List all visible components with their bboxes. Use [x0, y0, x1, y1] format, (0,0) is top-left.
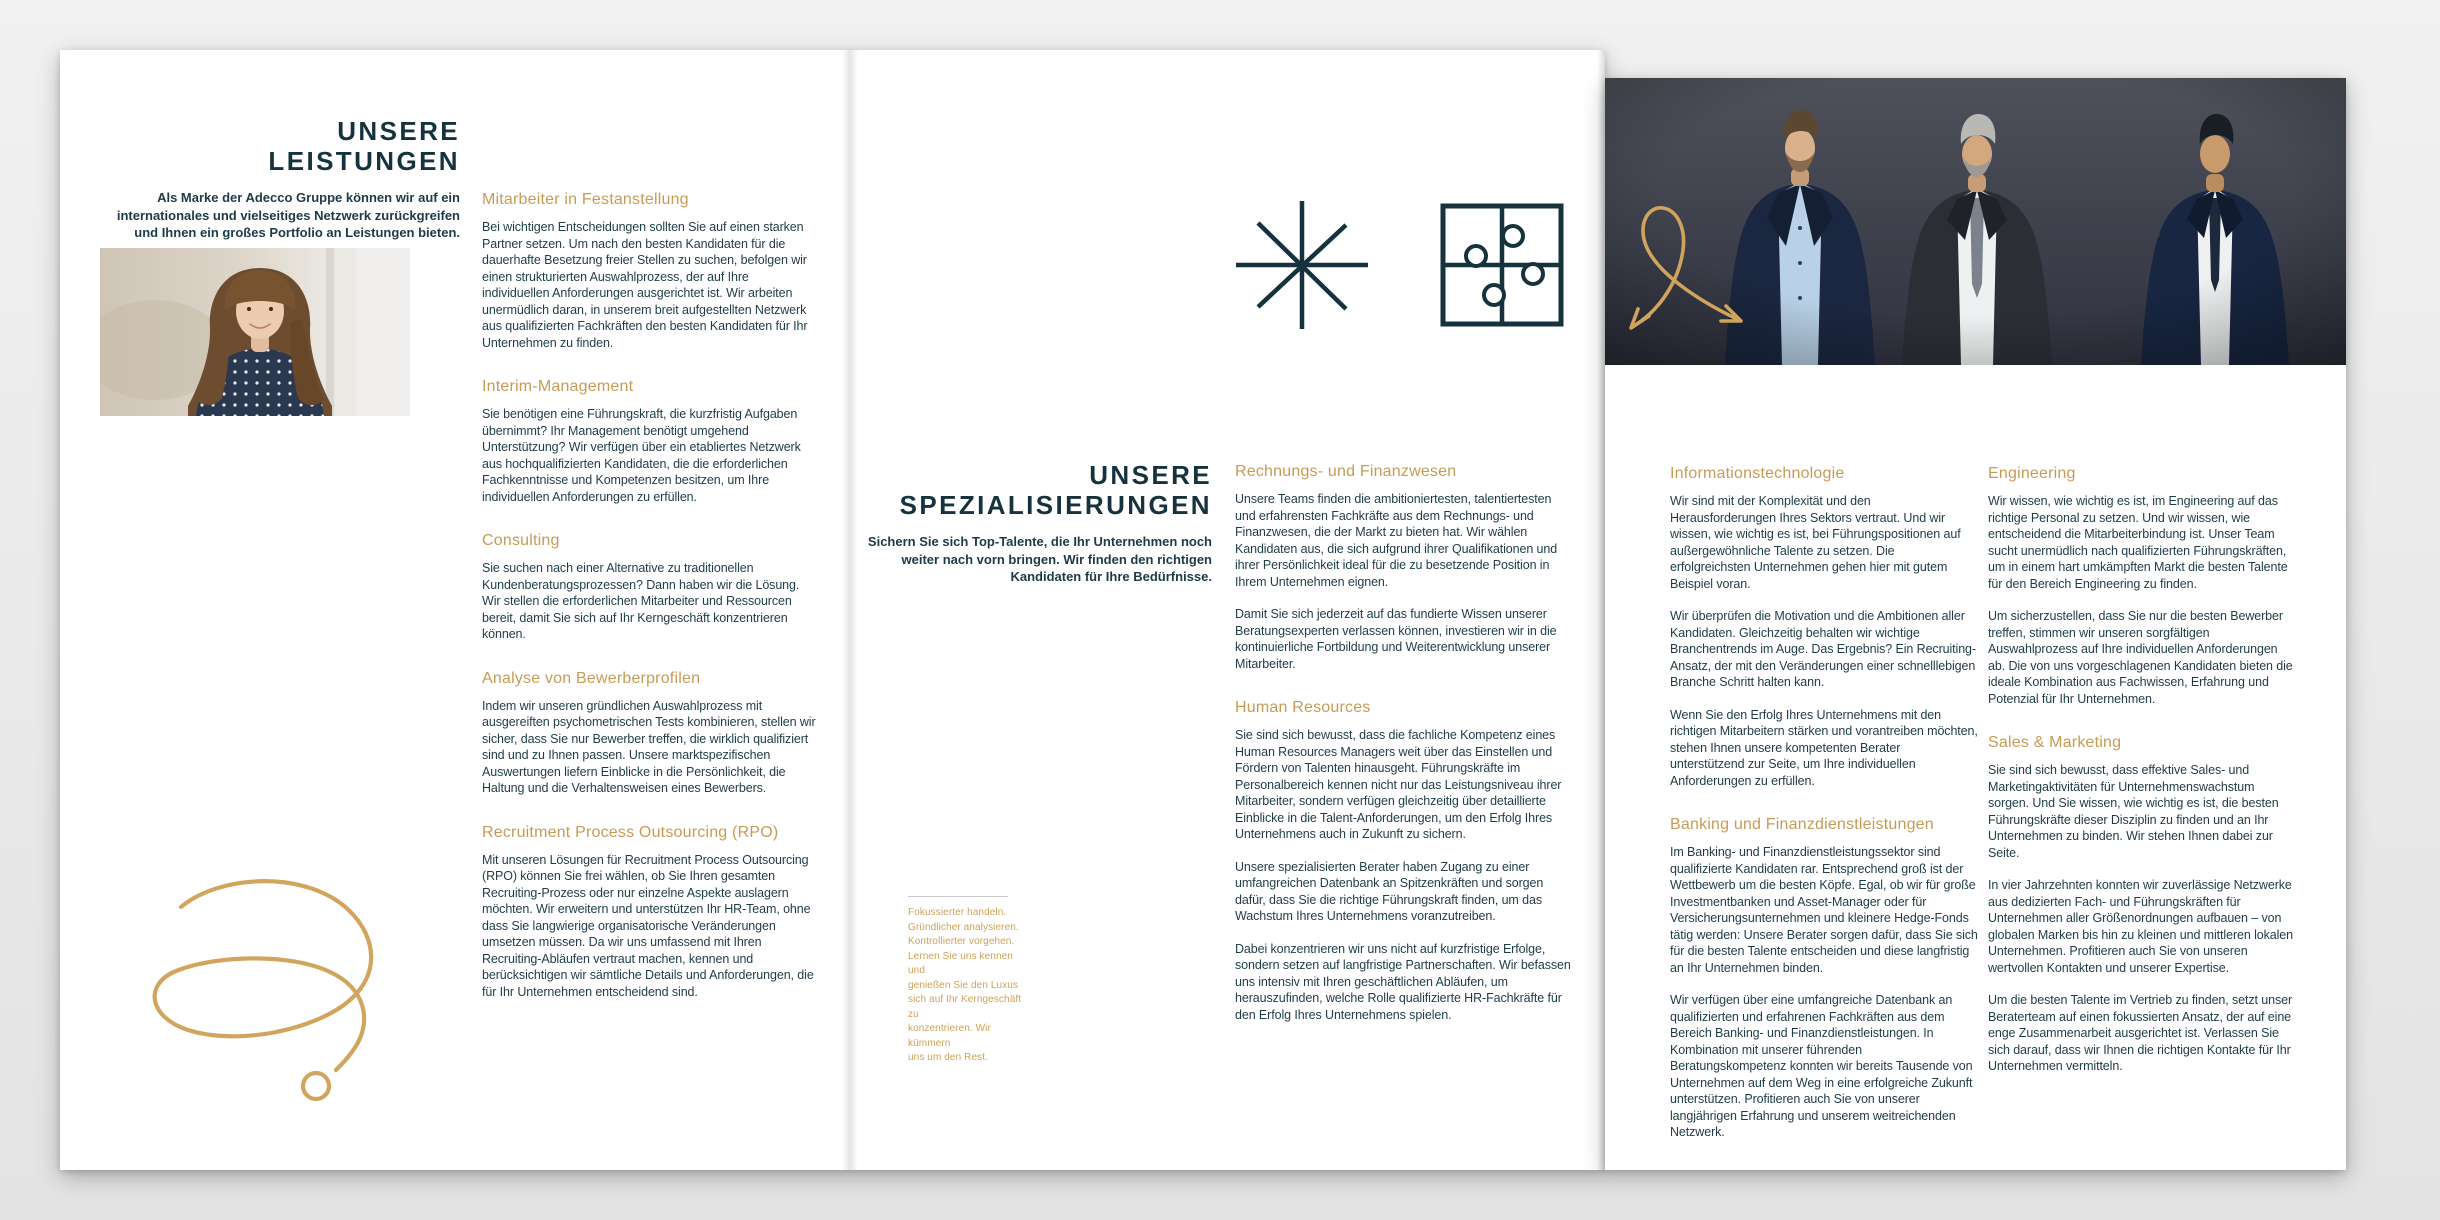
specializations-page-title — [832, 460, 1212, 520]
section-informationstechnologie — [1670, 464, 1978, 789]
section-sales-marketing — [1988, 733, 2296, 1075]
section-finanzwesen — [1235, 462, 1571, 672]
tagline-line: konzentrieren. Wir kümmern — [908, 1023, 991, 1049]
services-title-line2: LEISTUNGEN — [268, 146, 460, 177]
section-paragraph: Um die besten Talente im Vertrieb zu finden, setzt unser Beraterteam auf einen fokussierten Ansatz, der auf eine enge Zusammenarbeit ausgerichtet ist. Verlassen Sie sich darauf, dass wir Ihnen die richtigen Kontakte für Ihr Unternehmen vermitteln. — [1988, 993, 2293, 1073]
section-body: Mit unseren Lösungen für Recruitment Process Outsourcing (RPO) können Sie frei wählen, ob Sie Ihren gesamten Recruiting-Prozess oder nur einzelne Aspekte auslagern möchten. Wir erweitern und unterstützen Ihr HR-Team, ohne dass Sie langwierige organisatorische Veränderungen umsetzen müssen. Da wir uns umfassend mit Ihren Recruiting-Abläufen vertraut machen, kennen und berücksichtigen wir sämtliche Details und Anforderungen, die für Ihr Unternehmen entscheidend sind. — [482, 852, 814, 999]
section-consulting — [482, 531, 818, 643]
section-engineering — [1988, 464, 2296, 707]
woman-portrait-photo — [100, 248, 410, 416]
tagline-divider — [908, 896, 1008, 897]
services-column — [482, 190, 818, 1026]
section-paragraph: Dabei konzentrieren wir uns nicht auf kurzfristige Erfolge, sondern setzen auf langfristige Partnerschaften. Wir befassen uns intensiv mit Ihren geschäftlichen Abläufen, um herauszufinden, welche Rolle qualifizierte HR-Fachkräfte für den Erfolg Ihres Unternehmens spielen. — [1235, 941, 1571, 1022]
section-banking-finanzdienstleistungen — [1670, 815, 1978, 1141]
tagline-line: uns um den Rest. — [908, 1052, 988, 1063]
tagline-line: genießen Sie den Luxus — [908, 979, 1019, 991]
section-festanstellung — [482, 190, 818, 351]
section-paragraph: Wenn Sie den Erfolg Ihres Unternehmens mit den richtigen Mitarbeitern stärken und vorantreiben möchten, stehen Ihnen unsere kompetenten Berater unterstützend zur Seite, um Ihre individuellen Anforderungen zu erfüllen. — [1670, 707, 1978, 788]
section-heading: Informationstechnologie — [1670, 465, 1845, 482]
specializations-intro-text: Sichern Sie sich Top-Talente, die Ihr Unternehmen noch weiter nach vorn bringen. Wir finden den richtigen Kandidaten für Ihre Bedürfnisse. — [867, 534, 1212, 585]
section-human-resources — [1235, 698, 1571, 1023]
section-paragraph: Wir überprüfen die Motivation und die Ambitionen aller Kandidaten. Gleichzeitig behalten wir wichtige Branchentrends im Auge. Das Ergebnis? Ein Recruiting-Ansatz, der mit den Veränderungen einer schnelllebigen Branche Schritt halten kann. — [1670, 609, 1976, 689]
businessmen-group-photo — [1605, 78, 2346, 365]
brochure-left-middle-pages — [60, 50, 1605, 1170]
specializations-title-line1: UNSERE — [1089, 460, 1212, 490]
section-heading: Analyse von Bewerberprofilen — [482, 669, 701, 687]
section-paragraph: Im Banking- und Finanzdienstleistungssektor sind qualifizierte Kandidaten rar. Entsprechend groß ist der Wettbewerb um die besten Köpfe. Egal, ob wir für große Investmentbanken und Asset-Manager oder für Versicherungsunternehmen und kleinere Hedge-Fonds tätig werden: Unsere Berater sorgen dafür, dass Sie sich für die besten Talente entscheiden und diese langfristig an Ihr Unternehmen binden. — [1670, 845, 1978, 975]
tagline-block — [908, 896, 1030, 1066]
section-paragraph: Unsere Teams finden die ambitioniertesten, talentiertesten und erfahrensten Fachkräfte aus dem Rechnungs- und Finanzwesen, die der Markt zu bieten hat. Wir wählen Kandidaten aus, die sich aufgrund ihrer Qualifikationen und ihrer Persönlichkeit ideal für die zu besetzende Position in Ihrem Unternehmen eignen. — [1235, 492, 1558, 589]
section-paragraph: Wir sind mit der Komplexität und den Herausforderungen Ihres Sektors vertraut. Und wir wissen, wie wichtig es ist, bei Führungspositionen auf außergewöhnliche Talente zu setzen. Die erfolgreichsten Unternehmen gehen hier mit gutem Beispiel voran. — [1670, 494, 1961, 591]
section-heading: Human Resources — [1235, 699, 1371, 716]
services-page-title — [100, 116, 460, 176]
right-column-2 — [1988, 464, 2296, 1101]
page-fold-shadow — [842, 50, 858, 1170]
tagline-line: Lernen Sie uns kennen und — [908, 950, 1013, 976]
section-body: Indem wir unseren gründlichen Auswahlprozess mit ausgereiften psychometrischen Tests kombinieren, stellen wir sicher, dass Sie nur Bewerber treffen, die wirklich qualifiziert sind und zu Ihnen passen. Unsere marktspezifischen Auswertungen liefern Einblicke in die Persönlichkeit, die Haltung und die Verhaltensweisen eines Bewerbers. — [482, 698, 816, 795]
section-paragraph: Wir verfügen über eine umfangreiche Datenbank an qualifizierten und erfahrenen Fachkräften aus dem Bereich Banking- und Finanzdienstleistungen. In Kombination mit unserer führenden Beratungskompetenz konnten wir bereits Tausende von Unternehmen auf dem Weg in eine erfolgreiche Zukunft unterstützen. Profitieren auch Sie von unserer langjährigen Erfahrung und unserem weitreichenden Netzwerk. — [1670, 993, 1973, 1139]
section-paragraph: Damit Sie sich jederzeit auf das fundierte Wissen unserer Beratungsexperten verlassen können, investieren wir in die kontinuierliche Fortbildung und Weiterentwicklung unserer Mitarbeiter. — [1235, 607, 1557, 671]
brochure-right-page — [1605, 78, 2346, 1170]
section-heading: Recruitment Process Outsourcing (RPO) — [482, 823, 779, 841]
specializations-title-line2: SPEZIALISIERUNGEN — [899, 490, 1212, 521]
section-heading: Sales & Marketing — [1988, 734, 2122, 751]
section-paragraph: In vier Jahrzehnten konnten wir zuverlässige Netzwerke aus dedizierten Fach- und Führungskräften für Unternehmen aller Größenordnungen aufbauen – von globalen Marken bis hin zu kleinen und mittleren lokalen Unternehmen. Profitieren auch Sie von unseren wertvollen Kontakten und unserer Expertise. — [1988, 878, 2294, 975]
section-body: Sie suchen nach einer Alternative zu traditionellen Kundenberatungsprozessen? Dann haben wir die Lösung. Wir stellen die erforderlichen Mitarbeiter und Ressourcen bereit, damit Sie sich auf Ihr Kerngeschäft konzentrieren können. — [482, 561, 800, 641]
page-fold-shadow — [1597, 50, 1605, 1170]
section-body: Sie benötigen eine Führungskraft, die kurzfristig Aufgaben übernimmt? Ihr Management benötigt umgehend Unterstützung? Wir verfügen über ein etabliertes Netzwerk aus hochqualifizierten Kandidaten, die die erforderlichen Fachkenntnisse und Kompetenzen besitzen, um Ihre individuellen Anforderungen zu erfüllen. — [482, 407, 801, 504]
right-column-1 — [1670, 464, 1978, 1167]
gold-swirl-decoration-icon — [118, 850, 423, 1140]
services-intro-text: Als Marke der Adecco Gruppe können wir auf ein internationales und vielseitiges Netzwerk zurückgreifen und Ihnen ein großes Portfolio an Leistungen bieten. — [116, 190, 460, 241]
tagline-line: Gründlicher analysieren. — [908, 921, 1019, 933]
services-title-block — [100, 116, 460, 242]
tagline-line: Kontrollierter vorgehen. — [908, 936, 1015, 947]
section-rpo — [482, 823, 818, 1001]
specializations-column — [1235, 462, 1571, 1049]
specializations-title-block — [832, 460, 1212, 586]
section-heading: Interim-Management — [482, 378, 634, 395]
puzzle-grid-icon — [1440, 203, 1564, 327]
section-heading: Consulting — [482, 532, 560, 549]
tagline-line: sich auf Ihr Kerngeschäft zu — [908, 994, 1022, 1020]
tagline-line: Fokussierter handeln. — [908, 907, 1007, 918]
section-heading: Banking und Finanzdienstleistungen — [1670, 816, 1934, 833]
asterisk-star-icon — [1233, 197, 1371, 333]
section-paragraph: Sie sind sich bewusst, dass effektive Sales- und Marketingaktivitäten für Unternehmenswachstum sorgen. Und Sie wissen, wie wichtig es ist, die besten Führungskräfte dieser Disziplin zu finden und an Ihr Unternehmen zu binden. Wir stehen Ihnen dabei zur Seite. — [1988, 763, 2279, 860]
section-paragraph: Sie sind sich bewusst, dass die fachliche Kompetenz eines Human Resources Managers weit über das Einstellen und Fördern von Talenten hinausgeht. Führungskräfte im Personalbereich kennen nicht nur das Leistungsniveau ihrer Mitarbeiter, sondern verfügen gleichzeitig über detaillierte Einblicke in die Talent-Anforderungen, um den Erfolg Ihres Unternehmens auch in Zukunft zu sichern. — [1235, 728, 1562, 841]
section-paragraph: Wir wissen, wie wichtig es ist, im Engineering auf das richtige Personal zu setzen. Und wir wissen, wie entscheidend die Mitarbeiterbindung ist. Unser Team sucht unermüdlich nach qualifizierten Führungskräften, um in einem hart umkämpften Markt die besten Talente für den Bereich Engineering zu finden. — [1988, 494, 2288, 591]
section-interim-management — [482, 377, 818, 505]
section-heading: Engineering — [1988, 465, 2076, 482]
services-title-line1: UNSERE — [337, 116, 460, 146]
section-heading: Mitarbeiter in Festanstellung — [482, 191, 689, 208]
section-body: Bei wichtigen Entscheidungen sollten Sie auf einen starken Partner setzen. Um nach den besten Kandidaten für die dauerhafte Besetzung freier Stellen zu suchen, befolgen wir einen strukturierten Auswahlprozess, der auf Ihre individuellen Anforderungen ausgerichtet ist. Wir arbeiten unermüdlich daran, in unserem breit aufgestellten Netzwerk aus qualifizierten Fachkräften den besten Kandidaten für Ihr Unternehmen zu finden. — [482, 220, 808, 350]
section-bewerberprofile — [482, 669, 818, 797]
section-paragraph: Unsere spezialisierten Berater haben Zugang zu einer umfangreichen Datenbank an Spitzenkräften und sorgen dafür, dass Sie die richtige Führungskraft finden, um das Wachstum Ihres Unternehmens voranzutreiben. — [1235, 859, 1544, 923]
section-heading: Rechnungs- und Finanzwesen — [1235, 463, 1457, 480]
section-paragraph: Um sicherzustellen, dass Sie nur die besten Bewerber treffen, stimmen wir unseren sorgfältigen Auswahlprozess auf Ihre individuellen Anforderungen ab. Die von uns vorgeschlagenen Kandidaten bieten die ideale Kombination aus Fachwissen, Erfahrung und Potenzial für Ihr Unternehmen. — [1988, 609, 2293, 706]
